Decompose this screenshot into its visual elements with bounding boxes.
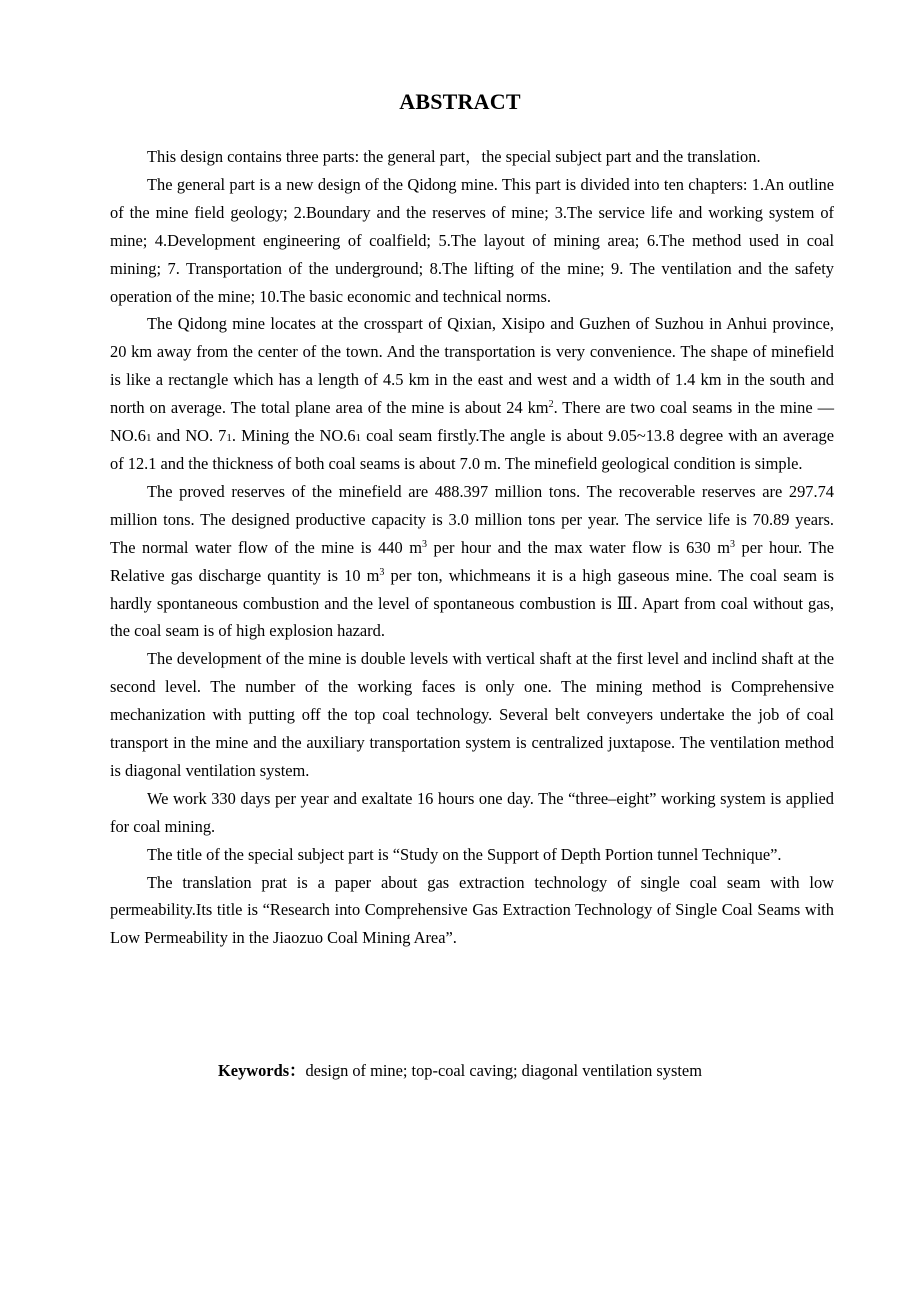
keywords-text: design of mine; top-coal caving; diagonal ventilation system — [305, 1061, 702, 1080]
paragraph-general-part: The general part is a new design of the Qidong mine. This part is divided into ten chapters: 1.An outline of the mine field geology; 2.Boundary and the reserves of mine; 3.The service life and working system of mine; 4.Development engineering of coalfield; 5.The layout of mining area; 6.The method used in coal mining; 7. Transportation of the underground; 8.The lifting of the mine; 9. The ventilation and the safety operation of the mine; 10.The basic economic and technical norms. — [110, 174, 834, 306]
seam-index: 1 — [226, 432, 232, 445]
keywords-line — [0, 1057, 920, 1085]
paragraph-reserves — [110, 478, 834, 645]
text-segment: The proved reserves of the minefield are 488.397 million tons. The recoverable reserves are 297.74 million tons. The designed productive capacity is 3.0 million tons per year. The service life is 70.89 years. The normal water flow of the mine is 440 m — [110, 481, 834, 557]
paragraph-working-system: We work 330 days per year and exaltate 16 hours one day. The “three–eight” working system is applied for coal mining. — [110, 788, 834, 836]
text-segment: . There are two coal seams in the mine —NO.6 — [110, 398, 834, 446]
text-segment: The Qidong mine locates at the crosspart of Qixian, Xisipo and Guzhen of Suzhou in Anhui province, 20 km away from the center of the town. And the transportation is very convenience. The shape of minefield is like a rectangle which has a length of 4.5 km in the east and west and a width of 1.4 km in the south and north on average. The total plane area of the mine is about 24 km — [110, 314, 834, 418]
page-title: ABSTRACT — [399, 89, 521, 114]
text-segment: . Mining the NO.6 — [231, 426, 356, 446]
text-segment: per ton, whichmeans it is a high gaseous mine. The coal seam is hardly spontaneous combustion and the level of spontaneous combustion is Ⅲ. Apart from coal without gas, the coal seam is of high explosion hazard. — [110, 565, 834, 641]
seam-index: 1 — [145, 432, 152, 445]
paragraph-overview: This design contains three parts: the general part，the special subject part and the translation. — [147, 147, 761, 166]
text-segment: per hour and the max water flow is 630 m — [426, 537, 730, 557]
superscript: 3 — [421, 538, 427, 550]
text-segment: per hour. The Relative gas discharge quantity is 10 m — [110, 537, 834, 585]
paragraph-special-subject: The title of the special subject part is “Study on the Support of Depth Portion tunnel Technique”. — [147, 844, 782, 864]
superscript: 3 — [730, 538, 735, 550]
abstract-body — [110, 143, 834, 952]
superscript: 3 — [379, 566, 385, 578]
keywords-label: Keywords： — [218, 1061, 306, 1080]
superscript: 2 — [548, 399, 554, 411]
paragraph-development: The development of the mine is double levels with vertical shaft at the first level and inclind shaft at the second level. The number of the working faces is only one. The mining method is Comprehensive mechanization with putting off the top coal technology. Several belt conveyers undertake the job of coal transport in the mine and the auxiliary transportation system is centralized juxtapose. The ventilation method is diagonal ventilation system. — [110, 649, 834, 780]
text-segment: coal seam firstly.The angle is about 9.05~13.8 degree with an average of 12.1 and the thickness of both coal seams is about 7.0 m. The minefield geological condition is simple. — [110, 426, 834, 473]
paragraph-mine-location — [110, 310, 834, 477]
paragraph-translation: The translation prat is a paper about gas extraction technology of single coal seam with low permeability.Its title is “Research into Comprehensive Gas Extraction Technology of Single Coal Seams with Low Permeability in the Jiaozuo Coal Mining Area”. — [110, 872, 834, 948]
seam-index: 1 — [355, 432, 362, 445]
text-segment: and NO. 7 — [151, 426, 227, 446]
